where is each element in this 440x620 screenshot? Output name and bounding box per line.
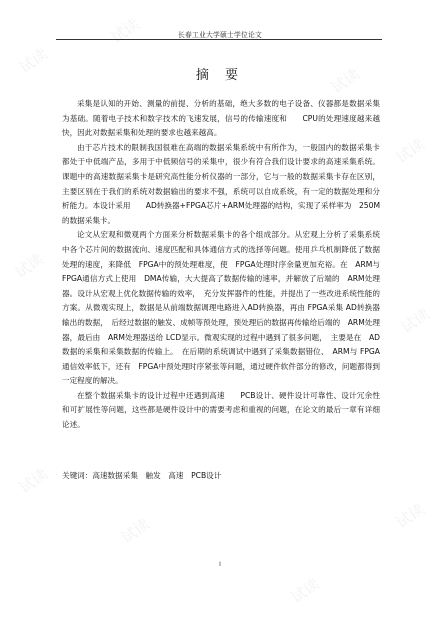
- abstract-paragraph: 在整个数据采集卡的设计过程中还遇到高速 PCB设计、硬件设计可靠性、设计冗余性和可扩展性等问题，这些都是硬件设计中的需要考虑和重视的问题，在论文的最后一章有详细论述。: [62, 390, 380, 430]
- abstract-title: 摘 要: [195, 68, 245, 83]
- watermark: 试读: [287, 574, 323, 607]
- abstract-paragraph: 采集是认知的开始、测量的前提、分析的基础，绝大多数的电子设备、仪器都是数据采集为基础。随着电子技术和数字技术的飞速发展，信号的传输速度和 CPU的处理速度越来越快，因此对数据采集和处理的要求也越来越高。: [62, 99, 380, 138]
- header-rule: [56, 39, 382, 40]
- watermark: 试读: [117, 514, 153, 547]
- keywords-line: 关键词：高速数据采集 触发 高速 PCB设计: [62, 471, 222, 480]
- watermark: 试读: [107, 14, 143, 47]
- abstract-body: [62, 97, 380, 433]
- abstract-paragraph: 论文从宏观和微观两个方面来分析数据采集卡的各个组成部分。从宏观上分析了采集系统中各个芯片间的数据流向、速度匹配和具体通信方式的选择等问题。使用乒乓机制降低了数据处理的速度，来降低 FPGA中的预处理难度，使 FPGA处理时序余量更加充裕。在 ARM与 FPGA通信方式上使用 DMA传输，大大提高了数据传输的速率，并解放了后端的 ARM处理器。设计从宏观上优化数据传输的效率， 充分发挥器件的性能，并提出了一些改进系统性能的方案。从微观实现上，数据是从前端数据调理电路进入AD转换器，再由 FPGA采集 AD转换器输出的数据， 后经过数据的触发、成帧等预处理，预处理后的数据再传输给后端的 ARM处理器，最后由 ARM处理器送给 LCD显示。微观实现的过程中遇到了很多问题， 主要是在 AD数据的采集和采集数据的传输上。 在后期的系统调试中遇到了采集数据错位、 ARM与 FPGA通信效率低下，还有 FPGA中预处理时序紧张等问题，通过硬件软件部分的修改，问题都得到一定程度的解决。: [62, 230, 380, 386]
- watermark: 试读: [15, 464, 51, 497]
- watermark: 试读: [397, 304, 433, 337]
- abstract-paragraph: 由于芯片技术的限制我国很难在高端的数据采集系统中有所作为，一般国内的数据采集卡都处于中低端产品，多用于中低频信号的采集中，很少有符合我们设计要求的高速采集系统。课题中的高速数据采集卡是研究高性能分析仪器的一部分，它与一般的数据采集卡存在区别，主要区别在于我们的系统对数据输出的要求不强，系统可以自成系统，有一定的数据处理和分析能力。本设计采用 AD转换器+FPGA芯片+ARM处理器的结构，实现了采样率为 250M的数据采集卡。: [62, 142, 380, 225]
- watermark: 试读: [15, 44, 51, 77]
- watermark: 试读: [392, 134, 428, 167]
- watermark: 试读: [11, 249, 47, 282]
- page-number: I: [219, 561, 221, 568]
- running-header: 长春工业大学硕士学位论文: [178, 31, 262, 39]
- watermark: 试读: [392, 499, 428, 532]
- watermark: 试读: [327, 64, 363, 97]
